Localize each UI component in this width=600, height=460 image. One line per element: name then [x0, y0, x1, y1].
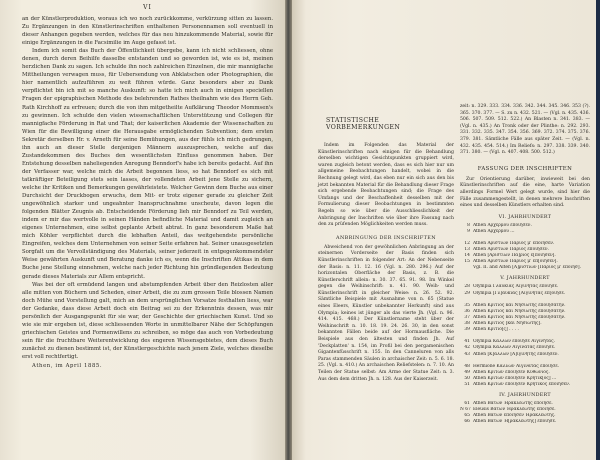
inscription-text: Hermione Κάλλων Αἰγινάτας ἐποίησε.: [472, 363, 559, 369]
inscription-number: 43: [464, 351, 470, 357]
inscription-text: Athen Βάτων ἐποίησεν Ἡρακλεώτης.: [472, 413, 556, 419]
inscription-number: 36: [464, 308, 470, 314]
inscription-text: Athen [Κ]άλλων [Α]ἰγινήτης ἐποίησεν.: [472, 351, 559, 357]
preface-paragraph: Was bei der oft ermüdend langen und abstumpfenden Arbeit über den Reizlosten aller alle mitten von Büchern und Scheden, einer Arbeit, die zu zum grossen Teile blossen Namen doch Mühe und Vorstellung galt, mich an dem ursprünglichen Vorsatze festhalten liess, war der Gedanke, dass diese Arbeit doch ein Beitrag sei zu der Erkenntnis dessen, was mir persönlich der Ausgangspunkt für sie war, der Geschichte der griechischen Kunst. Und so wie sie mir ergeben ist, diese schliessenden Worte in unmittelbarer Nähe der Schöpfungen griechischen Geistes und Formenwillens zu schreiben, so möge das auch von Vorbedeutung sein für die fruchtbare Weiterentwicklung des engeren Wissensgebietes, dem dieses Buch zunächst zu dienen bestimmt ist, der Künstlergeschichte nach jenem Ziele, welches dieselbe erst voll rechtfertigt.: [22, 281, 273, 360]
inscription-number: 66: [464, 419, 470, 425]
inscription-number: 14: [464, 253, 470, 259]
inscription-text: Athen Ἀριστίων Πάριος ἐποίησεν.: [472, 247, 549, 253]
inscription-text: Athen Κρίτων ἐποίησεν Κρητικ[ὸς] ...: [472, 375, 557, 381]
inscription-number: 35: [464, 302, 470, 308]
inscription-number: 51: [464, 381, 470, 387]
inscription-number: 39: [464, 327, 470, 333]
inscription-number: 15: [464, 259, 470, 265]
right-column-right: [460, 4, 590, 460]
intro-paragraph: Indem im Folgenden das Material der Künstlerinschriften nach einigen für die Behandlung derselben wichtigen Gesichtspunkten gruppiert wird, waren zugleich betont werden, dass es sich hier nur um allgemeine Beobachtungen handelt, wobei in die Rechnung gelegt wird, das eben nur ein sich aus den bis jetzt bekannten Material für die Behandlung dieser Frage sich ergebende Beobachtungen sind; die Frage des Umfangs und der Beschaffenheit desselben mit der Formulierung dieser Beobachtungen in bestimmten Regeln so wie über die Ausschliesslichkeit der Anbringung der Inschriften wie über ihre Fassung nach den zu prüfenden Möglichkeiten werden muss.: [318, 143, 454, 228]
preface-paragraph: Indem ich somit das Buch der Öffentlichkeit übergebe, kann ich nicht schliessen, ohne denen, durch deren Beihilfe dasselbe entstanden und so geworden ist, wie es ist, meinen herzlichen Dank zu sagen. Ich schulde ihn noch zahlreichen Einzelnen, die mir mannigfache Mittheilungen verwagen muss, für Uebersendung von Abklatschen oder Photographien, die hier namentlich aufzuführen zu weit führen würde. Ganz besonders aber zu Dank verpflichtet bin ich mit so manche Auskunft: so hatte ich mich auch in einigen speciellen Fragen der epigraphischen Methode des belehrenden Rathes theilnahm wie des Herrn Geh. Rath Kirchhoff zu erfreuen; durch die von ihm mitgetheilte Aufklärung Theodor Mommsen's zu gewinnen. Ich schulde den vielen wissenschaftlichen Unterstützung und Collegen für mannigfache Förderung in Rat und That; der kaiserlichen Akademie der Wissenschaften zu Wien für die Bewilligung einer die Herausgabe ermöglichenden Subvention; dem ersten Sekretär derselben Hr. v. Arneth für seine Bemühungen, aus der fühls ich mich gedrungen, ihn auch an dieser Stelle denjenigen Männern auszusprechen, welche auf das Zustandekommen des Buches den wesentlichsten Einfluss genommen haben. Der Entstehung desselben naheliegenden Anregung Benndorf's habe ich bereits gedacht. Auf ihn der Verfasser war, welche mich die Arbeit begonnen liess, so hat Benndorf es sich mit tatkräftiger Beteiligung stets sein lasses, der vollendeten Arbeit jene Stelle zu sichern, welche ihr Kritiken und Bemerkungen gewährleistete. Welcher Gewinn dem Buche aus einer Durchsicht der Druckbogen erwuchs, dem Mit- er trotz eigener gerade zu gleicher Zeit ungewöhnlich starker und ungeahnter Inanspruchnahme unscheute, davon legen die folgenden Blätter Zeugnis ab. Entscheidende Förderung lieh mir Benndorf zu Teil werden, indem er mir das wertvolle in seinen Händen befindliche Material und damit zugleich an eigenes Unternehmen, eine selbst geplante Arbeit abtrat. In ganz besonderem Maße hat mich Köhler verpflichtet durch die lebhaften Anteil, das weitgehendste persönliche Eingreifen, welches dem Unternehmen von seiner Seite erfahren hat. Seiner unausgesetzten Sorgfalt um die Vervollständigung des Materials, seiner jederzeit in entgegenkommendster Weise gewährten Auskunft und Beratung danke ich es, wenn die Inschriften Attikas in dem Buche jene Stellung einnehmen, welche nach jeder Richtung hin gründlegenden Bedeutung gerade dieses Materials zur Allem entspricht.: [22, 48, 273, 280]
inscription-number: 49: [464, 369, 470, 375]
inscription-row: [460, 265, 590, 271]
right-page: [292, 0, 596, 460]
inscription-text: Athen Κριτίος καὶ Νησιώτης ἐποιησάτην.: [472, 302, 566, 308]
inscription-text: Vgl. II. and Alten [Ἀ]ριστίων [Πάριος μ' ἐποίησ].: [472, 265, 582, 271]
inscription-text: Athen Κρίτων ἐποίησεν Κρητικὸς ἐποίησεν.: [472, 381, 571, 387]
subheading-anbringung: ANBRINGUNG DER INSCHRIFTEN: [336, 234, 436, 241]
inscription-number: 42: [464, 345, 470, 351]
book-gutter: [285, 0, 292, 460]
signoff-text: Athen, im April 1885.: [32, 363, 103, 370]
inscription-number: 50: [464, 375, 470, 381]
inscription-row: [460, 382, 590, 388]
inscription-text: Athen Κριτίο[ς] . . . .: [472, 327, 519, 333]
inscription-row: [460, 419, 590, 425]
inscription-number: 12: [464, 241, 470, 246]
references-text: zeit: n. 329. 333. 334. 336. 342. 344. 345. 346. 353 (?). 365. 370. 377. — S. zu n. 432. 521. — (Vgl. n. 435. 436. 506. 507. 509. 512. 522.) An Blasten n. 341. 383. — (Vgl. n. 435.) An Tronk oder der Plinthe: n. 292. 293. 331. 332. 335. 347. 354. 356. 369. 372. 374. 375. 376. 379. 381. Sämtliche Fälle aus später Zeit. — (Vgl. n. 432. 435. 454. 514.) Im Reliefs: n. 297. 338. 339. 340. 371. 380. — (Vgl. n. 407. 408. 500. 512.): [459, 104, 590, 156]
left-page: [0, 0, 285, 460]
inscription-number: 29: [464, 290, 470, 296]
inscription-text: Athen Ἀριστίων Πάριος μ' ἐποίησεν.: [472, 241, 555, 246]
anbringung-text: Abweichend von der gewöhnlichen Anbringung an der steinernen Vorderseite der Basis finden sich Künstlerinschriften in folgender Art: An der Nebenseite der Basis: n. 11. 12. 16 (Vgl. n. 280. 296.) Auf der horizontalen Oberfläche der Basis, z. B. die Künstlerschrift allein: n. 30. 37. 65. 91. 98. Im Winkel gegen die Weihinschrift: n. 41. 90. Weih- und Künstlerinschrift in gleicher Weise: n. 26. 52. 92. Sämtliche Beispiele mit Ausnahme von n. 65 (Statue eines Eleers, Künstler unbekannter Herkunft) sind aus Olympia; keines ist jünger als das vierte Jh. (Vgl. n. 96. 414. 415. 468.) Der Künstlername steht über der Weihinschrift n. 10. 18. 19. 24. 26. 30, in den sonst bekannten Fällen beide auf der Hormausfläche. Die Beispiele aus den ältesten und finden Jh. Auf 'Deckplatten' n. 154, im Profil bei den pergamenischen Gigantenfüsschrift n. 155. In den Canneluren von alls Paras stammenden Säulen in archaischer Zeit: n. 5. 6. 18. 25. (Vgl. n. 410.) An archaischen Reliefstelen: n. 7. 10. An Teilen der Statue selbst: Am Arme der Statue Zeit: n. 3. Aus dem dem dritten Jh. n. 128. Aus der Kaiserzeit.: [318, 244, 454, 382]
inscription-text: Athen Κριτίος καὶ Νησιώτης ἐποιησάτην.: [472, 308, 566, 314]
inscription-number: 9: [467, 228, 470, 234]
right-column-left: [318, 4, 454, 460]
inscription-text: Athen Βάτων Ἡ[ρακλεώτης] ἐποίησε.: [472, 419, 557, 425]
inscription-number: 13: [464, 247, 470, 253]
inscription-text: Olympia Κάλλων ἐποίησε Αἰγινήτας.: [472, 339, 555, 345]
preface-text: [22, 15, 273, 370]
inscription-number: N 67: [459, 407, 471, 413]
inscription-text: Athen Κριτίος [καὶ Νησιώτης].: [472, 321, 542, 327]
section-heading: STATISTISCHE VORBEMERKUNGEN: [326, 117, 401, 131]
inscription-number: 37: [464, 314, 470, 320]
inscription-number: 38: [464, 321, 470, 327]
inscription-text: Athen Βάτων Ἡρακλεώτης ἐποίησε.: [472, 401, 553, 407]
inscription-number: 28: [464, 284, 470, 290]
inscription-number: 48: [464, 363, 470, 369]
signoff: [22, 362, 273, 370]
inscription-text: Olympia Κάλλων Αἰγινάτας ἐποίησε.: [472, 345, 556, 351]
inscription-text: Eleusis Βάτων Ἡρακλεώτης ἐποίησε.: [472, 407, 556, 413]
inscription-text: Olympia Γλαυκίας Αἰγινήτας ἐποίησε.: [472, 284, 559, 290]
fassung-intro: Zur Orientierung darüber, inwieweit bei den Künstlerinschriften auf die eine, harte Variation allerdings Formel Wert gelegt wurde, sind hier die Fälle zusammengestellt, in denen mehrere Inschriften eines und desselben Künstlers erhalten sind.: [459, 176, 590, 209]
preface-paragraph: an der Künstlerproduktion, woraus ich wo noch zurückkomme, verkürzung sitten zu lassen. Zu Ergänzungen in den Künstlerinschriften enthaltenen Personennamen soll eventuell in dieser Anhangen gegeben werden, welches für das neu hinzukommende Material, sowie für einige Ergänzungen in die Facsimilie im Auge gefasst ist.: [22, 16, 273, 47]
inscription-number: 61: [464, 401, 470, 407]
inscription-number: 41: [464, 339, 470, 345]
inscription-text: Athen Κριτίος καὶ Νησιώτης ἐποιησάτην.: [472, 314, 566, 320]
page-number: VI: [143, 4, 152, 11]
century-heading: V. JAHRHUNDERT: [500, 276, 550, 282]
subheading-fassung: FASSUNG DER INSCHRIFTEN: [477, 165, 573, 172]
inscription-number: 8: [467, 222, 470, 228]
inscription-text: Olympia [Γλ]αυκίας [Αἰγινήτας ἐπ]οίησε.: [472, 290, 566, 296]
inscription-text: Athen Ἀρχέρμου ...: [472, 228, 515, 234]
inscription-text: Athen Κρίτων ἐποίησεν Κυθώνιος.: [472, 369, 550, 375]
century-heading: VI. JAHRHUNDERT: [498, 214, 552, 220]
inscription-text: Athen Ἀριστίων Πάριος μ' ἐπ[οίησεν].: [472, 259, 558, 265]
inscription-text: Athen Ἀρχέρμου ἐποίησεν.: [472, 222, 532, 228]
inscription-text: Athen [Ἀριστίων Πά]ριος ἐ[ποίησεν].: [472, 253, 556, 259]
century-heading: IV. JAHRHUNDERT: [499, 393, 551, 399]
inscription-number: 65: [464, 413, 470, 419]
inscription-lists: [460, 215, 590, 426]
